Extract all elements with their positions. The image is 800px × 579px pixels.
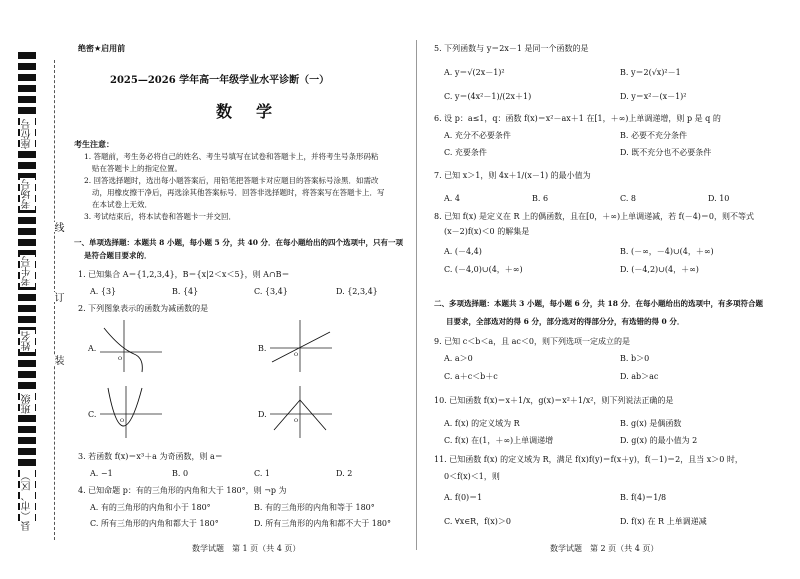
svg-text:O: O: [294, 352, 299, 358]
q4-option-b: B. 有的三角形的内角和等于 180°: [254, 503, 375, 512]
binding-strip: [0, 0, 62, 579]
q5-option-d: D. y＝x²－(x－1)²: [620, 92, 687, 101]
exam-title: 2025—2026 学年高一年级学业水平诊断（一）: [110, 75, 330, 86]
q11-option-b: B. f(4)＝1/8: [620, 493, 667, 502]
q3-option-a: A. −1: [90, 469, 113, 478]
note-line: 动，用橡皮擦干净后，再选涂其他答案标号．回答非选择题时，将答案写在答题卡上．写: [92, 188, 385, 197]
notes-title: 考生注意：: [74, 139, 114, 149]
q3-option-b: B. 0: [172, 469, 189, 478]
q8-stem: 8. 已知 f(x) 是定义在 R 上的偶函数，且在[0，＋∞)上单调递减，若 f(－4)＝0，则不等式: [434, 212, 755, 221]
cut-mark-line: 线: [52, 222, 63, 232]
label-class: 班级: [22, 394, 33, 414]
q9-option-c: C. a＋c＜b＋c: [444, 372, 498, 381]
page-footer: 数学试题 第 2 页（共 4 页）: [550, 544, 659, 553]
q3-stem: 3. 若函数 f(x)＝x³＋a 为奇函数，则 a＝: [78, 452, 223, 461]
q2-label-b: B.: [258, 344, 267, 353]
section2-heading-cont: 目要求，全部选对的得 6 分，部分选对的得部分分，有选错的得 0 分．: [446, 317, 685, 326]
page-divider: [416, 40, 417, 550]
q9-option-a: A. a＞0: [444, 354, 473, 363]
label-county: 县（市、区）: [22, 471, 33, 531]
svg-text:O: O: [120, 418, 125, 424]
page-footer: 数学试题 第 1 页（共 4 页）: [192, 544, 301, 553]
q4-option-a: A. 有的三角形的内角和小于 180°: [90, 503, 211, 512]
q1-option-d: D. {2,3,4}: [336, 287, 378, 296]
section2-heading: 二、多项选择题：本题共 3 小题，每小题 6 分，共 18 分．在每小题给出的选项中，有多项符合题: [434, 299, 764, 308]
q6-option-d: D. 既不充分也不必要条件: [620, 148, 712, 157]
q3-option-c: C. 1: [254, 469, 271, 478]
q10-stem: 10. 已知函数 f(x)＝x＋1/x，g(x)＝x²＋1/x²，则下列说法正确的是: [434, 396, 674, 405]
label-seat: 座位号: [22, 119, 33, 149]
note-line: 3. 考试结束后，将本试卷和答题卡一并交回．: [84, 212, 237, 221]
graph-d: [268, 384, 334, 440]
q8-option-a: A. (－4,4): [444, 247, 482, 256]
q2-label-a: A.: [88, 344, 97, 353]
q7-option-c: C. 8: [620, 194, 637, 203]
label-room: 考场号: [22, 179, 33, 209]
q7-option-b: B. 6: [532, 194, 549, 203]
q7-option-a: A. 4: [444, 194, 460, 203]
graph-a: [98, 318, 164, 374]
note-line: 1. 答题前，考生务必将自己的姓名、考生号填写在试卷和答题卡上，并将考生号条形码粘: [84, 152, 379, 161]
q8-option-c: C. (－4,0)∪(4，＋∞): [444, 265, 523, 274]
q2-label-d: D.: [258, 410, 267, 419]
q2-stem: 2. 下列图象表示的函数为减函数的是: [78, 304, 209, 313]
q8-option-d: D. (－4,2)∪(4，＋∞): [620, 265, 699, 274]
svg-text:O: O: [118, 356, 123, 362]
q5-option-a: A. y＝√(2x－1)²: [444, 68, 505, 77]
q11-stem: 11. 已知函数 f(x) 的定义域为 R，满足 f(x)f(y)＝f(x＋y)，f(－1)＝2，且当 x＞0 时，: [434, 455, 743, 464]
q5-option-b: B. y＝2(√x)²－1: [620, 68, 681, 77]
section1-heading-cont: 是符合题目要求的．: [84, 251, 152, 260]
q2-label-c: C.: [88, 410, 97, 419]
note-line: 2. 回答选择题时，选出每小题答案后，用铅笔把答题卡对应题目的答案标号涂黑．如需改: [84, 176, 379, 185]
q8-option-b: B. (－∞，－4)∪(4，＋∞): [620, 247, 714, 256]
q4-stem: 4. 已知命题 p：有的三角形的内角和大于 180°，则 ¬p 为: [78, 486, 287, 495]
graph-b: [268, 318, 334, 374]
q7-stem: 7. 已知 x＞1，则 4x＋1/(x－1) 的最小值为: [434, 171, 591, 180]
q4-option-c: C. 所有三角形的内角和都大于 180°: [90, 519, 219, 528]
q11-option-d: D. f(x) 在 R 上单调递减: [620, 517, 707, 526]
cut-mark-install: 装: [52, 355, 63, 365]
label-student-no: 考生号: [22, 256, 33, 286]
note-line: 贴在答题卡上的指定位置。: [92, 164, 182, 173]
q6-option-b: B. 必要不充分条件: [620, 131, 687, 140]
q9-option-d: D. ab＞ac: [620, 372, 659, 381]
cut-mark-bind: 订: [52, 292, 63, 302]
q11-stem-cont: 0＜f(x)＜1，则: [444, 472, 500, 481]
q6-option-c: C. 充要条件: [444, 148, 487, 157]
page-2: [430, 0, 790, 579]
q1-option-a: A. {3}: [90, 287, 117, 296]
subject-title: 数 学: [216, 102, 277, 121]
q8-stem-cont: (x－2)f(x)＜0 的解集是: [444, 227, 530, 236]
q7-option-d: D. 10: [708, 194, 730, 203]
note-line: 在本试卷上无效．: [92, 200, 152, 209]
q1-stem: 1. 已知集合 A＝{1,2,3,4}，B＝{x|2＜x＜5}，则 A∩B＝: [78, 270, 290, 279]
q5-stem: 5. 下列函数与 y＝2x－1 是同一个函数的是: [434, 44, 589, 53]
q6-option-a: A. 充分不必要条件: [444, 131, 511, 140]
q1-option-c: C. {3,4}: [254, 287, 288, 296]
q10-option-b: B. g(x) 是偶函数: [620, 419, 682, 428]
q11-option-c: C. ∀x∈R，f(x)＞0: [444, 517, 512, 526]
label-name: 姓名: [22, 331, 33, 351]
q10-option-a: A. f(x) 的定义域为 R: [444, 419, 520, 428]
q1-option-b: B. {4}: [172, 287, 199, 296]
svg-text:O: O: [294, 418, 299, 424]
q4-option-d: D. 所有三角形的内角和都不大于 180°: [254, 519, 392, 528]
section1-heading: 一、单项选择题：本题共 8 小题，每小题 5 分，共 40 分．在每小题给出的四个选项中，只有一项: [74, 238, 404, 247]
q11-option-a: A. f(0)＝1: [444, 493, 483, 502]
q10-option-d: D. g(x) 的最小值为 2: [620, 436, 698, 445]
q3-option-d: D. 2: [336, 469, 353, 478]
q5-option-c: C. y＝(4x²－1)/(2x＋1): [444, 92, 532, 101]
q9-stem: 9. 已知 c＜b＜a，且 ac＜0，则下列选项一定成立的是: [434, 337, 630, 346]
graph-c: [98, 384, 164, 440]
q6-stem: 6. 设 p：a≤1，q：函数 f(x)＝x²－ax＋1 在[1，＋∞)上单调递增，则 p 是 q 的: [434, 114, 721, 123]
q10-option-c: C. f(x) 在(1，＋∞)上单调递增: [444, 436, 554, 445]
q9-option-b: B. b＞0: [620, 354, 650, 363]
page-1: [70, 0, 410, 579]
secret-mark: 绝密★启用前: [78, 44, 126, 53]
